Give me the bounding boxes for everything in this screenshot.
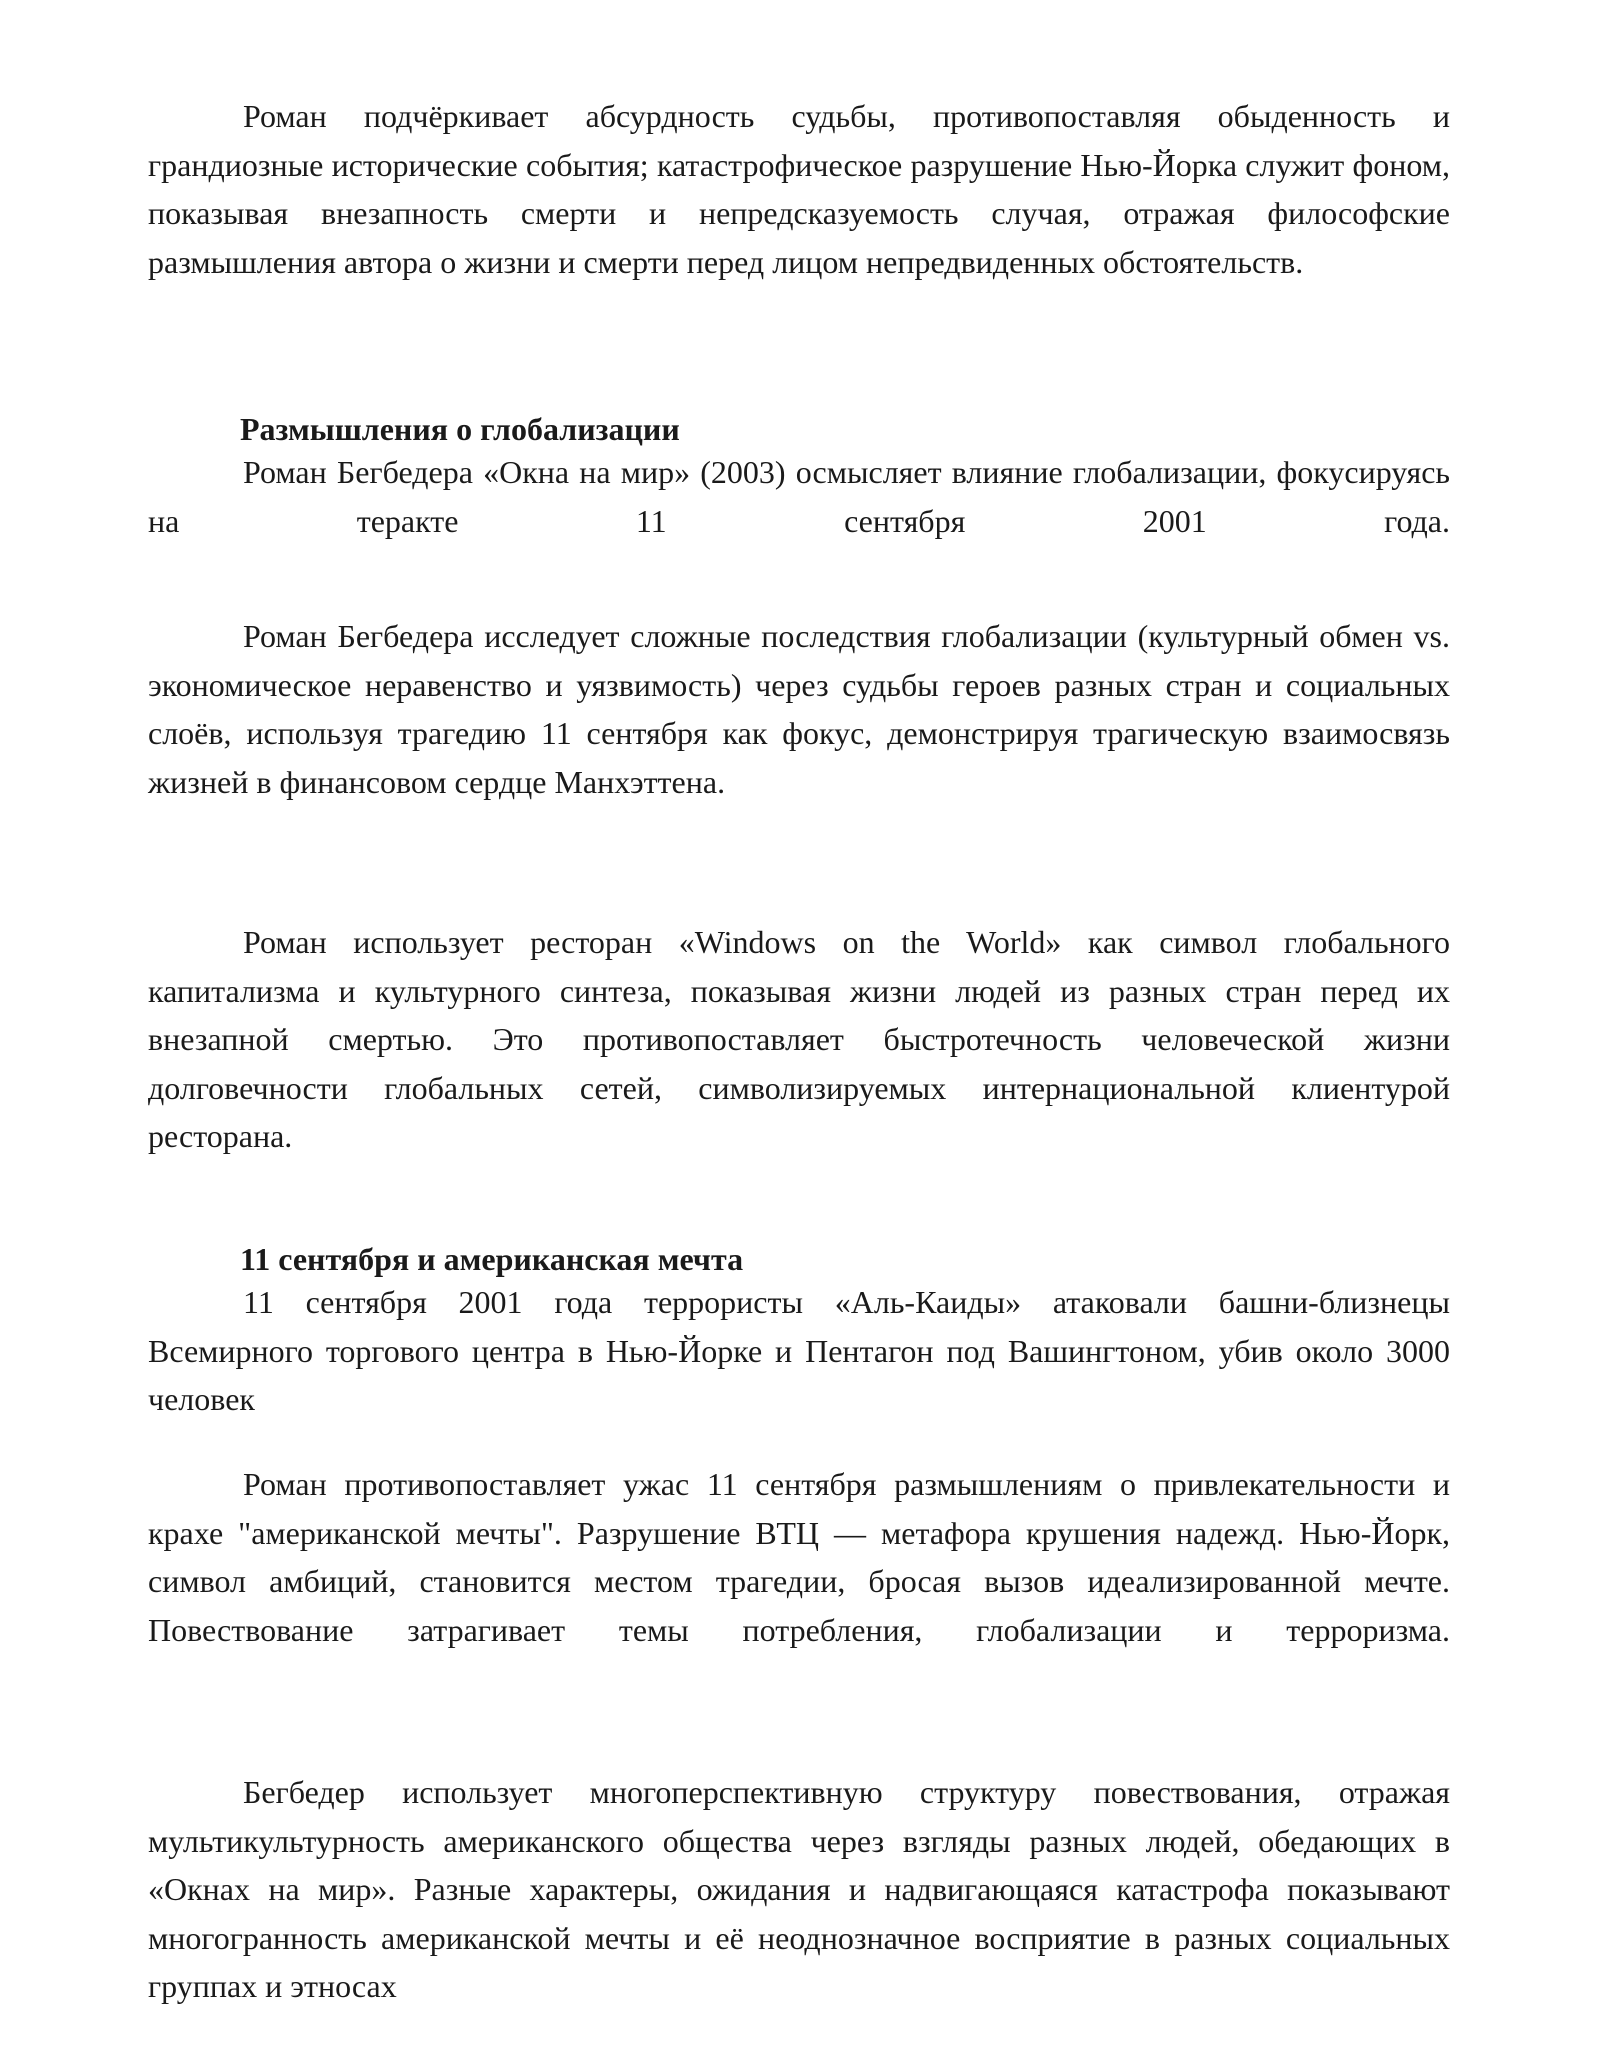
paragraph-text: Роман Бегбедера исследует сложные последствия глобализации (культурный обмен vs. экономическое неравенство и уязвимость) через судьбы героев разных стран и социальных слоёв, используя трагедию 11 сентября как фокус, демонстрируя трагическую взаимосвязь жизней в финансовом сердце Манхэттена. bbox=[148, 618, 1450, 800]
paragraph-absurdity bbox=[148, 92, 1450, 286]
paragraph-american-dream bbox=[148, 1460, 1450, 1654]
section-heading-american-dream bbox=[148, 1238, 1450, 1280]
paragraph-novel-intro bbox=[148, 448, 1450, 545]
paragraph-text: Роман противопоставляет ужас 11 сентября размышлениям о привлекательности и крахе "американской мечты". Разрушение ВТЦ — метафора крушения надежд. Нью-Йорк, символ амбиций, становится местом трагедии, бросая вызов идеализированной мечте. Повествование затрагивает темы потребления, глобализации и терроризма. bbox=[148, 1466, 1450, 1648]
section-heading-globalization bbox=[148, 408, 1450, 450]
paragraph-text: Роман подчёркивает абсурдность судьбы, противопоставляя обыденность и грандиозные исторические события; катастрофическое разрушение Нью-Йорка служит фоном, показывая внезапность смерти и непредсказуемость случая, отражая философские размышления автора о жизни и смерти перед лицом непредвиденных обстоятельств. bbox=[148, 98, 1450, 280]
paragraph-text: Роман Бегбедера «Окна на мир» (2003) осмысляет влияние глобализации, фокусируясь на теракте 11 сентября 2001 года. bbox=[148, 454, 1450, 539]
paragraph-restaurant bbox=[148, 918, 1450, 1161]
paragraph-multiperspective bbox=[148, 1768, 1450, 2011]
paragraph-text: Бегбедер использует многоперспективную структуру повествования, отражая мультикультурность американского общества через взгляды разных людей, обедающих в «Окнах на мир». Разные характеры, ожидания и надвигающаяся катастрофа показывают многогранность американской мечты и её неоднозначное восприятие в разных социальных группах и этносах bbox=[148, 1774, 1450, 2005]
paragraph-text: 11 сентября 2001 года террористы «Аль-Каиды» атаковали башни-близнецы Всемирного торгового центра в Нью-Йорке и Пентагон под Вашингтоном, убив около 3000 человек bbox=[148, 1284, 1450, 1418]
section-heading: 11 сентября и американская мечта bbox=[240, 1241, 744, 1277]
paragraph-text: Роман использует ресторан «Windows on the World» как символ глобального капитализма и культурного синтеза, показывая жизни людей из разных стран перед их внезапной смертью. Это противопоставляет быстротечность человеческой жизни долговечности глобальных сетей, символизируемых интернациональной клиентурой ресторана. bbox=[148, 924, 1450, 1155]
paragraph-consequences bbox=[148, 612, 1450, 806]
paragraph-attacks bbox=[148, 1278, 1450, 1424]
section-heading: Размышления о глобализации bbox=[240, 411, 680, 447]
